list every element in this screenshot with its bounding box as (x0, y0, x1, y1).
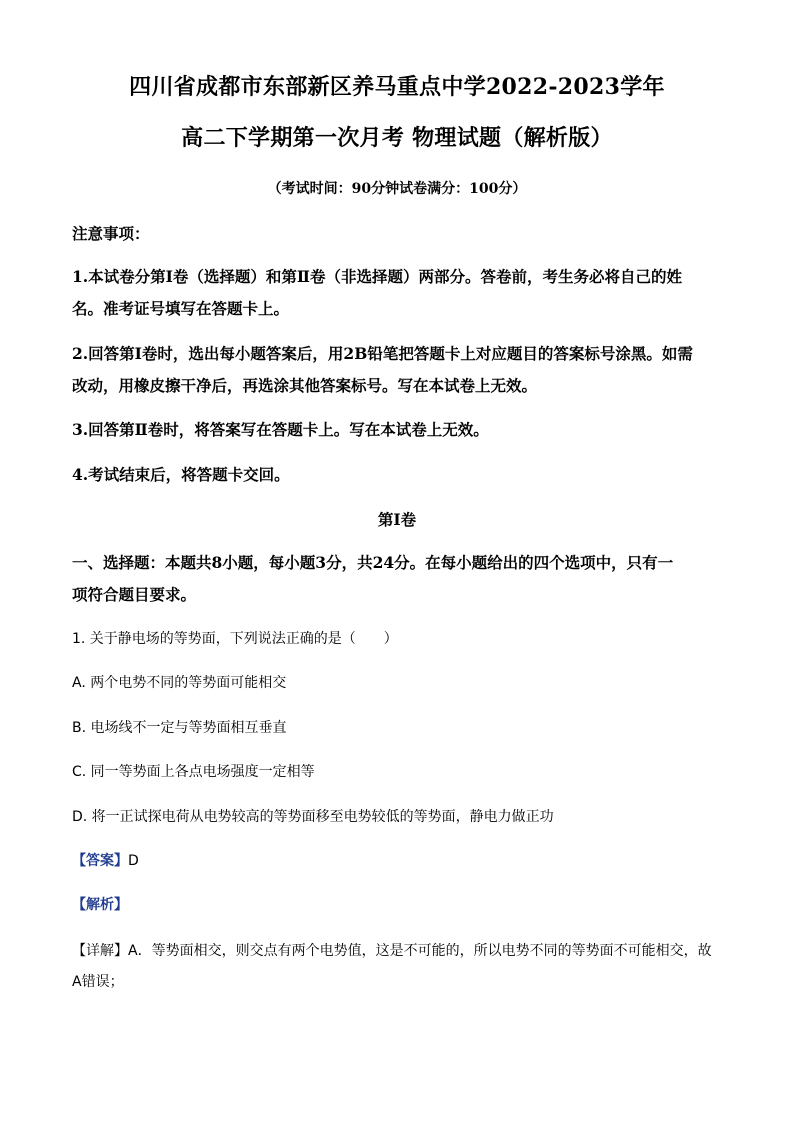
analysis-line (72, 894, 128, 914)
answer-line (72, 850, 139, 870)
question-1-option-a: A. 两个电势不同的等势面可能相交 (72, 675, 287, 691)
question-1-option-c: C. 同一等势面上各点电场强度一定相等 (72, 764, 315, 780)
notice-item-1-line-1: 1.本试卷分第Ⅰ卷（选择题）和第Ⅱ卷（非选择题）两部分。答卷前，考生务必将自己的姓 (72, 267, 682, 286)
detail-line-2: A错误； (72, 974, 124, 990)
analysis-tag: 【解析】 (72, 897, 128, 913)
notice-item-2-line-1: 2.回答第Ⅰ卷时，选出每小题答案后，用2B铅笔把答题卡上对应题目的答案标号涂黑。如需 (72, 344, 693, 363)
answer-value: D (128, 853, 139, 869)
notice-item-2-line-2: 改动，用橡皮擦干净后，再选涂其他答案标号。写在本试卷上无效。 (72, 376, 538, 395)
question-1-option-b: B. 电场线不一定与等势面相互垂直 (72, 720, 287, 736)
notice-item-3: 3.回答第Ⅱ卷时，将答案写在答题卡上。写在本试卷上无效。 (72, 420, 489, 439)
question-1-option-d: D. 将一正试探电荷从电势较高的等势面移至电势较低的等势面，静电力做正功 (72, 809, 554, 825)
section-heading-line-2: 项符合题目要求。 (72, 585, 197, 604)
detail-tag: 【详解】 (72, 943, 128, 959)
title-line-1: 四川省成都市东部新区养马重点中学2022-2023学年 (129, 74, 665, 100)
detail-line-1 (72, 940, 712, 960)
volume-title: 第Ⅰ卷 (377, 510, 417, 529)
question-1-stem: 1. 关于静电场的等势面，下列说法正确的是（ ） (72, 631, 398, 647)
notice-item-4: 4.考试结束后，将答题卡交回。 (72, 465, 290, 484)
detail-text-1: A．等势面相交，则交点有两个电势值，这是不可能的，所以电势不同的等势面不可能相交，故 (128, 943, 712, 959)
section-heading-line-1: 一、选择题：本题共8小题，每小题3分，共24分。在每小题给出的四个选项中，只有一 (72, 553, 674, 572)
exam-info: （考试时间：90分钟试卷满分：100分） (267, 181, 527, 197)
notice-item-1-line-2: 名。准考证号填写在答题卡上。 (72, 299, 290, 318)
title-line-2: 高二下学期第一次月考 物理试题（解析版） (181, 125, 613, 151)
notice-heading: 注意事项： (72, 224, 150, 243)
answer-tag: 【答案】 (72, 853, 128, 869)
